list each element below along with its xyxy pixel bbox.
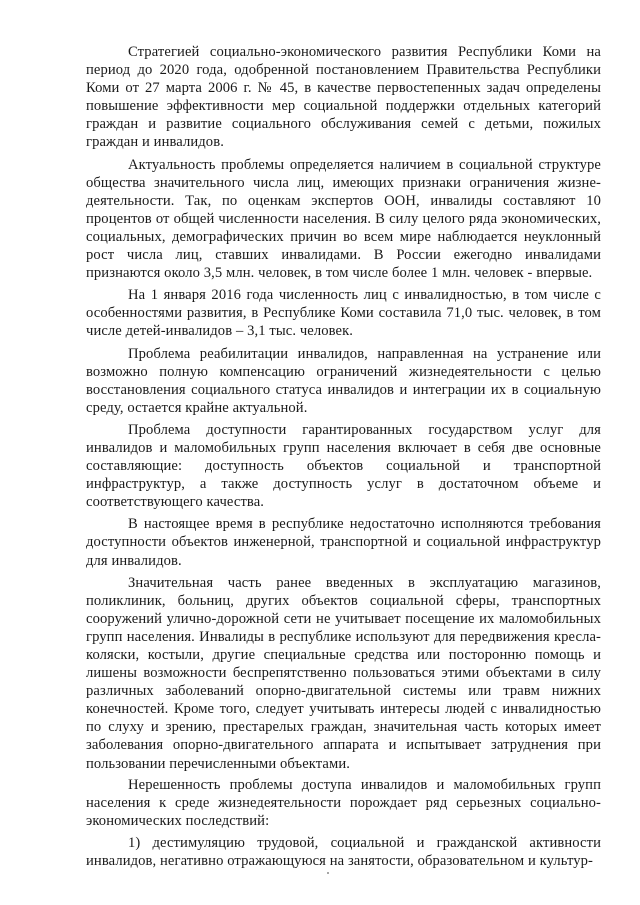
paragraph-strategy: Стратегией социально-экономического развития Республики Коми на период до 2020 года, одобренной постановлением Правительства Республики Коми от 27 марта 2006 г. № 45, в качестве первостепенных задач определены повышение эффективности мер социальной поддержки отдельных категорий граждан и развитие социального обслуживания семей с детьми, пожилых граждан и инвалидов. bbox=[86, 44, 601, 151]
paragraph-infrastructure: Значительная часть ранее введенных в эксплуатацию магазинов, поликлиник, больниц, других объектов социальной сферы, транспортных сооружений улично-дорожной сети не учитывает посещение их маломобильных групп населения. Инвалиды в республике используют для передвижения кресла-коляски, костыли, другие специальные средства или посторонню помощь и лишены возможности беспрепятственно пользоваться этими объектами в силу различных заболеваний опорно-двигательной системы или травм нижних конечностей. Кроме того, следует учитывать интересы людей с инвалидностью по слуху и зрению, престарелых граждан, значительная часть которых имеет заболевания опорно-двигательного аппарата и испытывает затруднения при пользовании перечисленными объектами. bbox=[86, 574, 601, 772]
paragraph-accessibility: Проблема доступности гарантированных государством услуг для инвалидов и маломобильных групп населения включает в себя две основные составляющие: доступность объектов социальной и транспортной инфраструктур, а также доступность услуг в достаточном объеме и соответствующего качества. bbox=[86, 421, 601, 511]
paragraph-rehabilitation: Проблема реабилитации инвалидов, направленная на устранение или возможно полную компенсацию ограничений жизнедеятельности с целью восстановления социального статуса инвалидов и интеграции их в социальную среду, остается крайне актуальной. bbox=[86, 345, 601, 416]
paragraph-statistics: На 1 января 2016 года численность лиц с инвалидностью, в том числе с особенностями развития, в Республике Коми составила 71,0 тыс. человек, в том числе детей-инвалидов – 3,1 тыс. человек. bbox=[86, 287, 601, 340]
paragraph-list-item-1: 1) дестимуляцию трудовой, социальной и гражданской активности инвалидов, негативно отражающуюся на занятости, образовательном и культур- bbox=[86, 834, 601, 870]
document-body bbox=[86, 43, 601, 874]
paragraph-relevance: Актуальность проблемы определяется наличием в социальной структуре общества значительного числа лиц, имеющих признаки ограничения жизне-деятельности. Так, по оценкам экспертов ООН, инвалиды составляют 10 процентов от общей численности населения. В силу целого ряда экономических, социальных, демографических причин во всем мире наблюдается неуклонный рост числа лиц, ставших инвалидами. В России ежегодно инвалидами признаются около 3,5 млн. человек, в том числе более 1 млн. человек - впервые. bbox=[86, 156, 601, 282]
paragraph-consequences: Нерешенность проблемы доступа инвалидов и маломобильных групп населения к среде жизнедеятельности порождает ряд серьезных социально-экономических последствий: bbox=[86, 776, 601, 829]
scan-artifact-dot bbox=[327, 872, 329, 874]
paragraph-requirements: В настоящее время в республике недостаточно исполняются требования доступности объектов инженерной, транспортной и социальной инфраструктур для инвалидов. bbox=[86, 516, 601, 569]
